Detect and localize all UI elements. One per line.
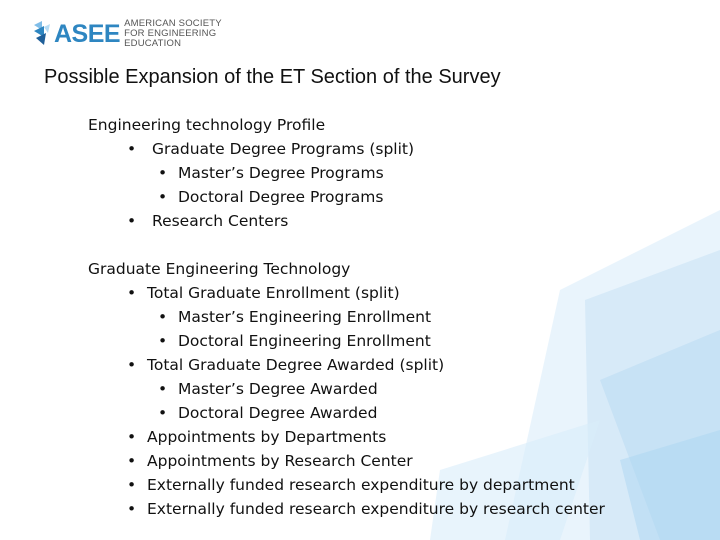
list-item-text: Externally funded research expenditure by research center xyxy=(147,500,605,518)
bullet-icon: • xyxy=(158,308,168,326)
list-item xyxy=(88,161,414,185)
list-item xyxy=(88,377,605,401)
section-et-profile xyxy=(88,113,414,233)
section-graduate-et xyxy=(88,257,605,521)
bullet-icon: • xyxy=(127,356,137,374)
list-item-text: Doctoral Degree Awarded xyxy=(178,404,378,422)
list-item xyxy=(88,353,605,377)
list-item-text: Master’s Engineering Enrollment xyxy=(178,308,432,326)
list-item-text: Total Graduate Degree Awarded (split) xyxy=(147,356,445,374)
list-item xyxy=(88,425,605,449)
list-item xyxy=(88,137,414,161)
list-item-text: Doctoral Engineering Enrollment xyxy=(178,332,431,350)
bullet-icon: • xyxy=(127,500,137,518)
logo-tagline: AMERICAN SOCIETY FOR ENGINEERING EDUCATION xyxy=(124,18,222,49)
asee-logo-icon xyxy=(32,21,52,47)
list-item xyxy=(88,281,605,305)
list-item-text: Master’s Degree Programs xyxy=(178,164,384,182)
list-item xyxy=(88,305,605,329)
list-item xyxy=(88,497,605,521)
bullet-icon: • xyxy=(127,428,137,446)
bullet-icon: • xyxy=(127,140,137,158)
list-item-text: Total Graduate Enrollment (split) xyxy=(147,284,400,302)
list-item xyxy=(88,401,605,425)
page-title: Possible Expansion of the ET Section of the Survey xyxy=(44,66,501,88)
list-item-text: Master’s Degree Awarded xyxy=(178,380,378,398)
bullet-icon: • xyxy=(127,284,137,302)
list-item-text: Appointments by Departments xyxy=(147,428,387,446)
list-item-text: Research Centers xyxy=(152,212,289,230)
bullet-icon: • xyxy=(127,212,137,230)
bullet-icon: • xyxy=(158,164,168,182)
bullet-icon: • xyxy=(127,476,137,494)
list-item xyxy=(88,209,414,233)
bullet-icon: • xyxy=(158,332,168,350)
bullet-icon: • xyxy=(127,452,137,470)
list-item xyxy=(88,185,414,209)
list-item xyxy=(88,329,605,353)
list-item-text: Appointments by Research Center xyxy=(147,452,413,470)
list-item xyxy=(88,449,605,473)
bullet-icon: • xyxy=(158,404,168,422)
bullet-icon: • xyxy=(158,188,168,206)
list-item-text: Externally funded research expenditure by department xyxy=(147,476,575,494)
list-item-text: Doctoral Degree Programs xyxy=(178,188,384,206)
asee-logo xyxy=(32,20,236,48)
bullet-icon: • xyxy=(158,380,168,398)
list-item-text: Graduate Degree Programs (split) xyxy=(152,140,415,158)
section-heading: Engineering technology Profile xyxy=(88,116,326,134)
list-item xyxy=(88,473,605,497)
logo-wordmark: ASEE xyxy=(54,20,121,48)
section-heading: Graduate Engineering Technology xyxy=(88,260,351,278)
